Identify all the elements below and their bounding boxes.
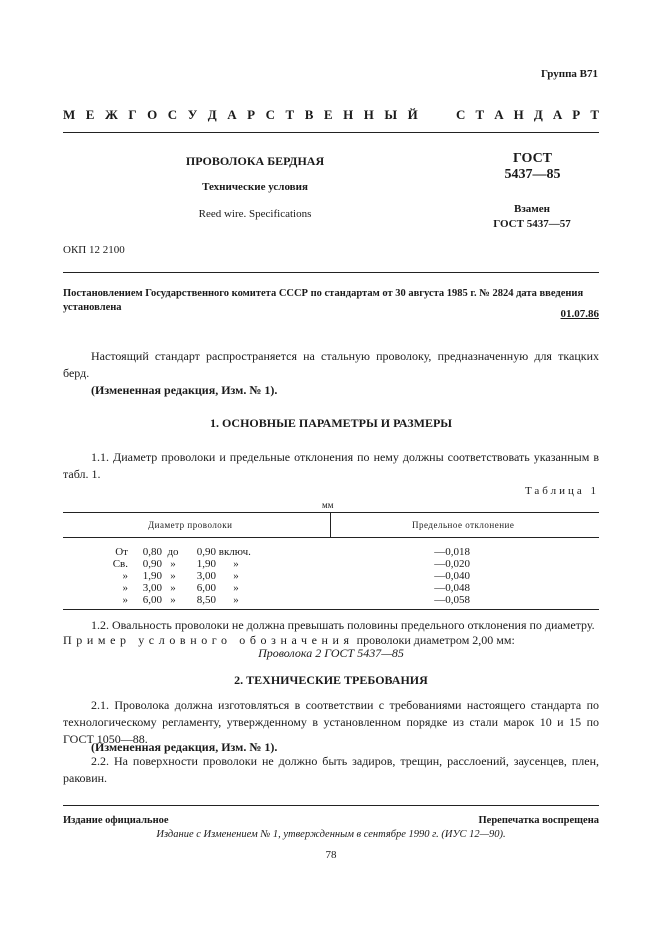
example-text: проволоки диаметром 2,00 мм: [353, 633, 515, 647]
banner-letter: С [456, 107, 466, 122]
designation-example: Проволока 2 ГОСТ 5437—85 [258, 646, 404, 660]
table-cell-deviation: —0,018 [434, 546, 470, 558]
banner-letter: Т [590, 107, 599, 122]
banner-letter: А [227, 107, 237, 122]
table-row: » 3,00 » 6,00 » [122, 582, 239, 594]
okp-code: ОКП 12 2100 [63, 244, 125, 256]
banner-letter: Т [475, 107, 485, 122]
banner-letter: Р [572, 107, 581, 122]
para-1-2: 1.2. Овальность проволоки не должна превышать половины предельного отклонения по диаметру. [91, 618, 595, 632]
section2-amendment: (Измененная редакция, Изм. № 1). [91, 740, 278, 754]
amendment-note: Издание с Изменением № 1, утвержденным в сентябре 1990 г. (ИУС 12—90). [156, 829, 506, 840]
replaces-code: ГОСТ 5437—57 [493, 218, 571, 230]
effective-date: 01.07.86 [560, 308, 599, 320]
decree-text: Постановлением Государственного комитета СССР по стандартам от 30 августа 1985 г. № 2824 дата введения установлена [63, 288, 584, 313]
banner-letter: М [63, 107, 76, 122]
banner-letter: Ж [104, 107, 118, 122]
page-number: 78 [325, 849, 337, 861]
table-cell-deviation: —0,058 [434, 594, 470, 606]
gost-code: 5437—85 [504, 167, 561, 182]
table-row: » 1,90 » 3,00 » [122, 570, 239, 582]
english-title: Reed wire. Specifications [198, 208, 312, 220]
table-unit: мм [322, 500, 334, 510]
banner-letter: У [187, 107, 198, 122]
banner-letter: С [167, 107, 178, 122]
column-header-deviation: Предельное отклонение [412, 520, 515, 530]
para-2-1: 2.1. Проволока должна изготовляться в соответствии с требованиями настоящего стандарта по технологическому регламенту, утвержденному в установленном порядке из стали марок 10 и 15 по ГОСТ 1050—88. [63, 698, 599, 746]
table-column-divider [330, 512, 331, 537]
replaces-block [482, 202, 582, 232]
banner-letter: Е [323, 107, 333, 122]
banner-letter: Ы [384, 107, 398, 122]
banner-letter: О [147, 107, 158, 122]
table-caption: Таблица 1 [524, 485, 599, 497]
document-subtitle: Технические условия [202, 181, 308, 193]
table-row: От 0,80 до 0,90 включ. [115, 546, 251, 558]
table-header-rule [63, 537, 599, 538]
example-label: Пример условного обозначения [63, 633, 354, 647]
table-cell-deviation: —0,040 [434, 570, 470, 582]
official-edition: Издание официальное [63, 815, 169, 826]
standard-banner [63, 107, 599, 123]
column-header-diameter: Диаметр проволоки [148, 520, 233, 530]
banner-letter: Н [343, 107, 354, 122]
banner-letter: Н [363, 107, 374, 122]
footer-rule [63, 805, 599, 806]
section-2-heading: 2. ТЕХНИЧЕСКИЕ ТРЕБОВАНИЯ [234, 673, 428, 687]
banner-letter: Й [407, 107, 418, 122]
banner-letter: В [304, 107, 314, 122]
section-1-heading: 1. ОСНОВНЫЕ ПАРАМЕТРЫ И РАЗМЕРЫ [209, 416, 453, 430]
gost-label: ГОСТ [512, 151, 553, 166]
table-bottom-rule [63, 609, 599, 610]
replaces-label: Взамен [514, 203, 550, 215]
banner-letter: Н [513, 107, 524, 122]
banner-letter: Д [533, 107, 543, 122]
group-code: Группа В71 [540, 68, 598, 80]
table-top-rule [63, 512, 599, 513]
banner-letter: Р [247, 107, 256, 122]
table-row: Св. 0,90 » 1,90 » [112, 558, 239, 570]
banner-letter: А [494, 107, 504, 122]
table-row: » 6,00 » 8,50 » [122, 594, 239, 606]
banner-letter: А [552, 107, 563, 122]
table-cell-deviation: —0,020 [434, 558, 470, 570]
para-1-1: 1.1. Диаметр проволоки и предельные отклонения по нему должны соответствовать указанным в табл. 1. [63, 450, 599, 481]
intro-paragraph: Настоящий стандарт распространяется на стальную проволоку, предназначенную для ткацких берд. [63, 349, 599, 380]
banner-letter: Т [285, 107, 295, 122]
gost-number [490, 151, 575, 183]
intro-amendment: (Измененная редакция, Изм. № 1). [91, 383, 278, 397]
banner-letter: Е [85, 107, 95, 122]
para-2-2: 2.2. На поверхности проволоки не должно быть задиров, трещин, расслоений, заусенцев, плен, раковин. [63, 754, 599, 785]
banner-letter: С [265, 107, 275, 122]
banner-left [63, 107, 418, 123]
reprint-notice: Перепечатка воспрещена [478, 815, 599, 826]
banner-letter: Д [207, 107, 217, 122]
banner-right [456, 107, 599, 123]
okp-rule [63, 272, 599, 273]
header-rule [63, 132, 599, 133]
document-title: ПРОВОЛОКА БЕРДНАЯ [185, 154, 325, 168]
banner-letter: Г [128, 107, 137, 122]
table-cell-deviation: —0,048 [434, 582, 470, 594]
